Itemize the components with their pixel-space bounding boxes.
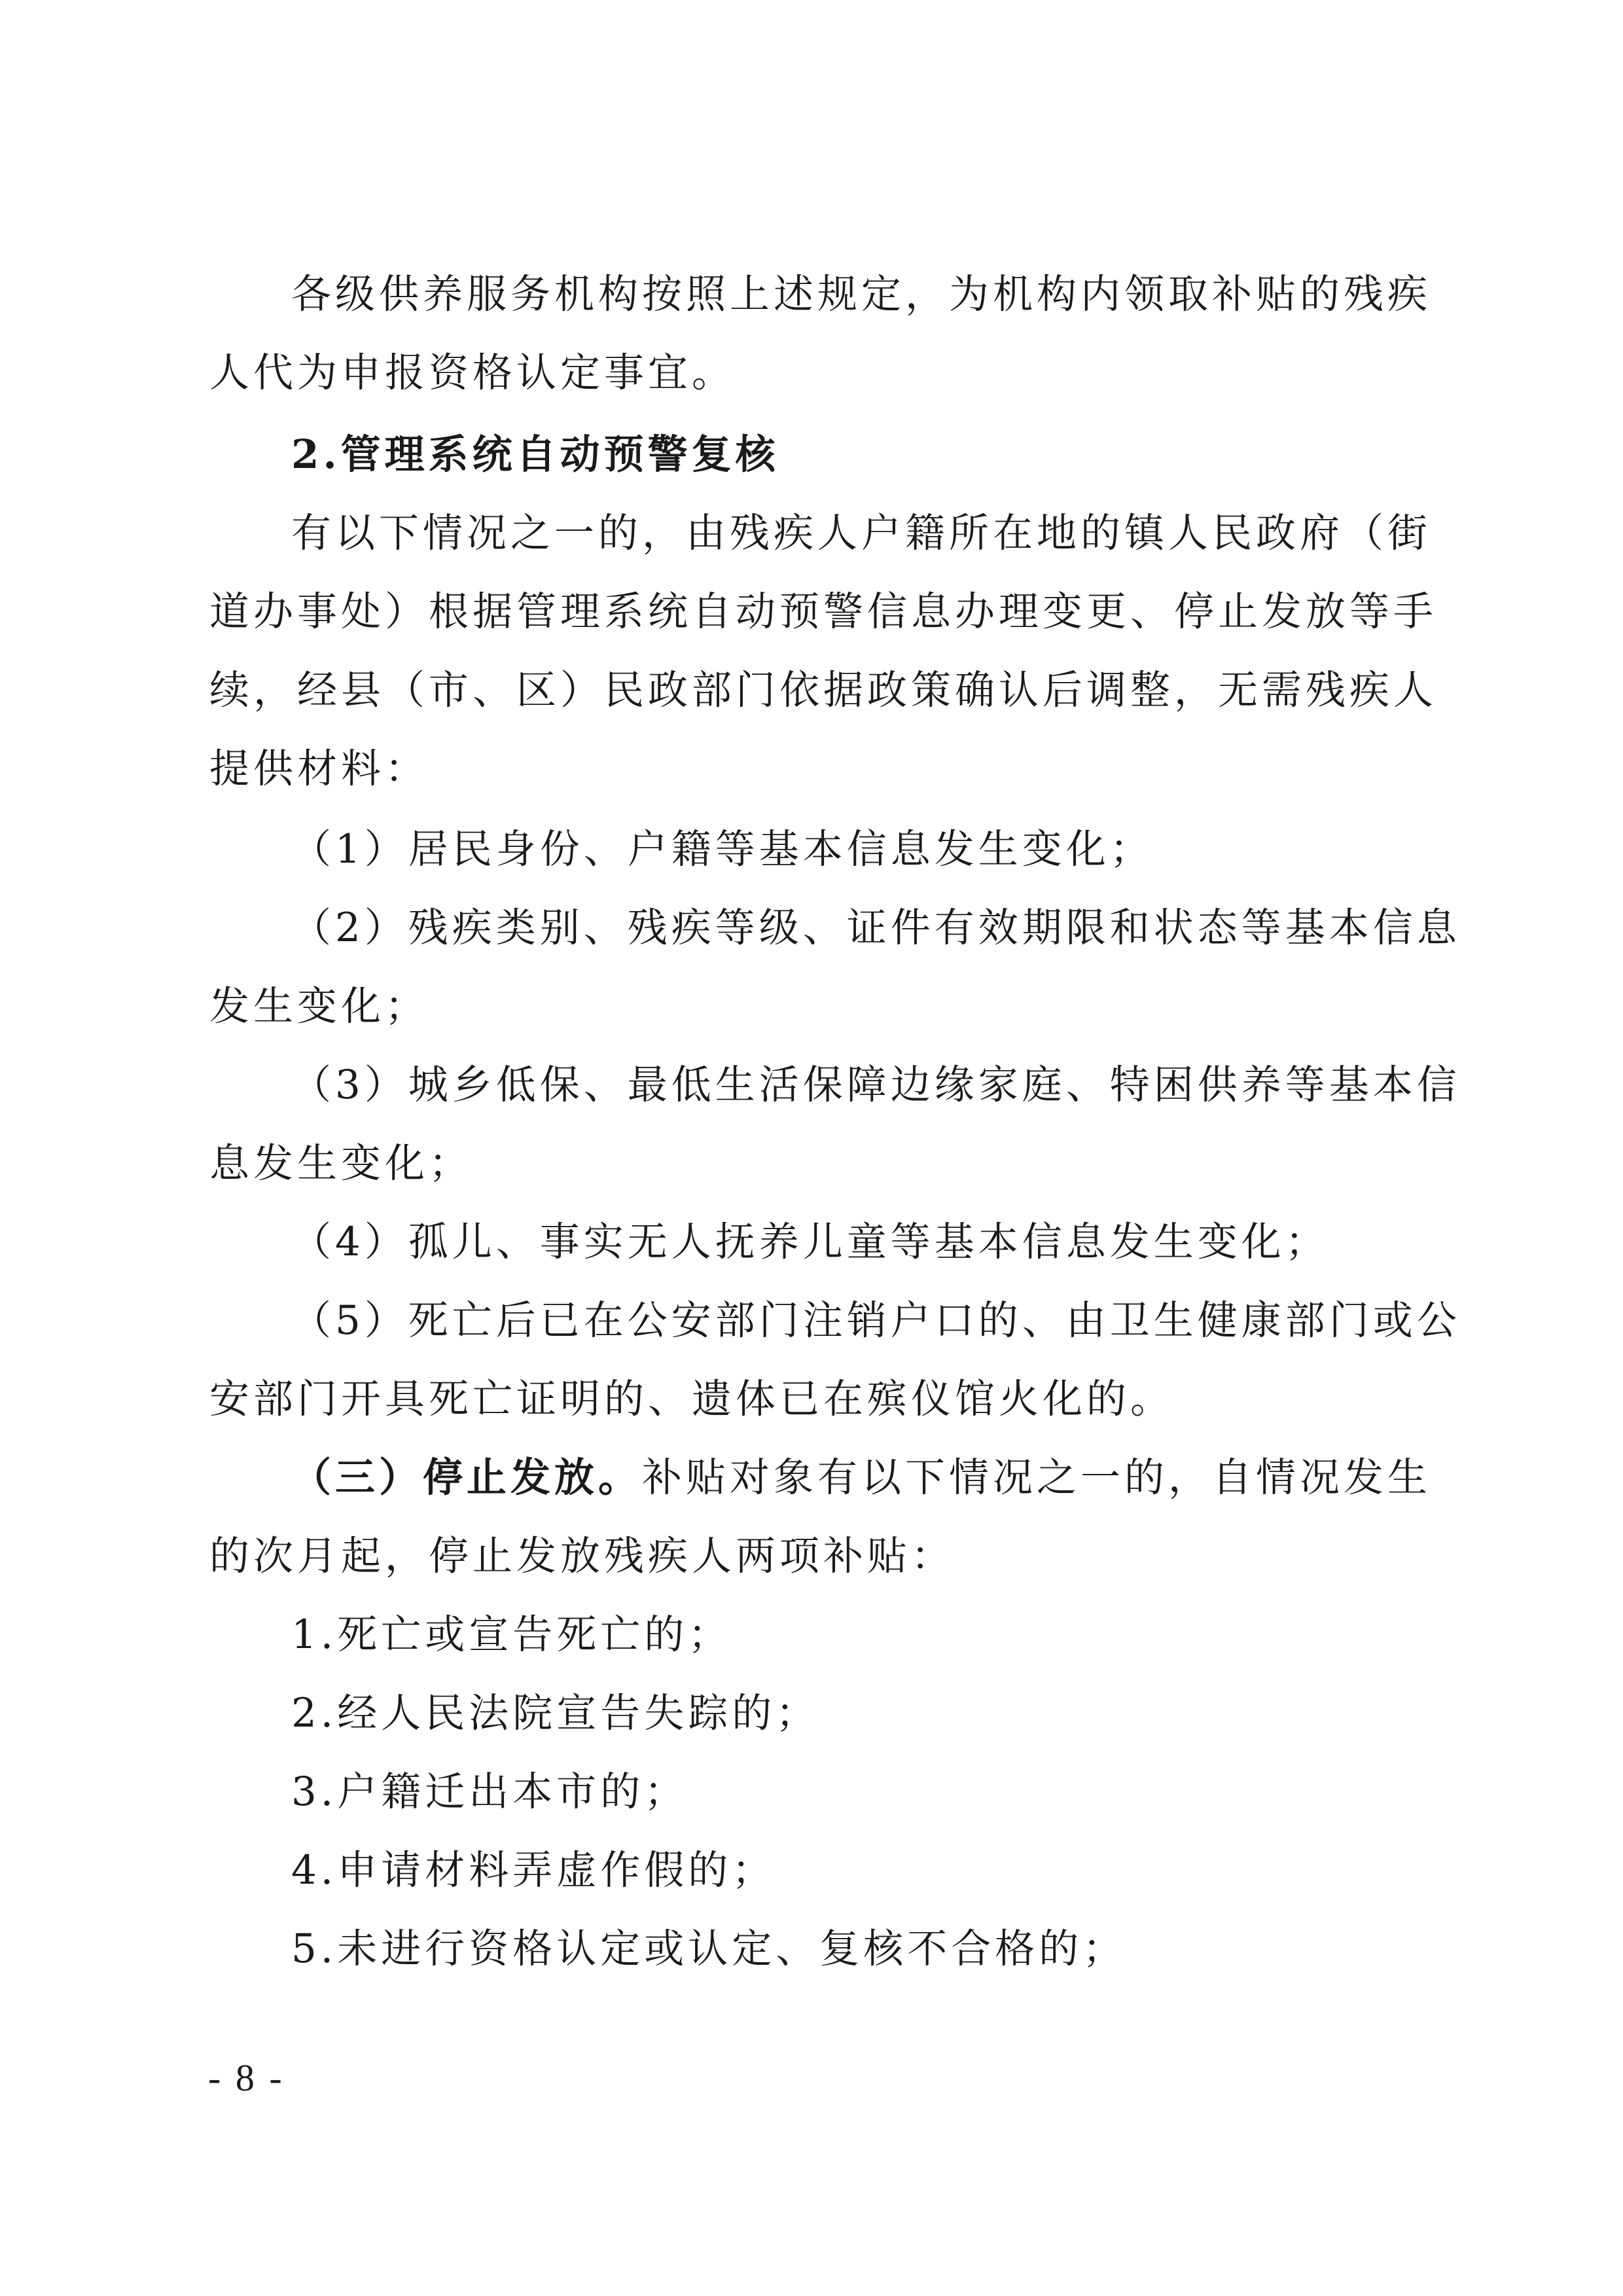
paragraph-line: 人代为申报资格认定事宜。 xyxy=(209,350,736,396)
paragraph-line: 发生变化； xyxy=(209,983,429,1030)
list-item: 3.户籍迁出本市的； xyxy=(291,1768,688,1815)
paragraph-line xyxy=(291,1452,1432,1504)
list-item: （2）残疾类别、残疾等级、证件有效期限和状态等基本信息 xyxy=(291,905,1461,951)
paragraph-line: 息发生变化； xyxy=(209,1140,473,1187)
list-item: （4）孤儿、事实无人抚养儿童等基本信息发生变化； xyxy=(291,1219,1329,1265)
list-item: 4.申请材料弄虚作假的； xyxy=(291,1847,776,1893)
subsection-heading: 2.管理系统自动预警复核 xyxy=(291,431,779,478)
paragraph-line: 各级供养服务机构按照上述规定，为机构内领取补贴的残疾 xyxy=(291,271,1432,317)
paragraph-line: 有以下情况之一的，由残疾人户籍所在地的镇人民政府（街 xyxy=(291,510,1432,556)
list-item: 1.死亡或宣告死亡的； xyxy=(291,1611,732,1658)
list-item: （5）死亡后已在公安部门注销户口的、由卫生健康部门或公 xyxy=(291,1297,1461,1344)
section-heading: （三）停止发放。 xyxy=(291,1454,643,1501)
paragraph-line: 的次月起，停止发放残疾人两项补贴： xyxy=(209,1533,955,1579)
section-text: 补贴对象有以下情况之一的，自情况发生 xyxy=(642,1454,1432,1501)
list-item: （3）城乡低保、最低生活保障边缘家庭、特困供养等基本信 xyxy=(291,1062,1461,1108)
paragraph-line: 安部门开具死亡证明的、遗体已在殡仪馆火化的。 xyxy=(209,1376,1175,1422)
list-item: 5.未进行资格认定或认定、复核不合格的； xyxy=(291,1926,1127,1972)
page-number: - 8 - xyxy=(208,2056,285,2099)
paragraph-line: 道办事处）根据管理系统自动预警信息办理变更、停止发放等手 xyxy=(209,588,1438,635)
paragraph-line: 续，经县（市、区）民政部门依据政策确认后调整，无需残疾人 xyxy=(209,667,1438,713)
list-item: （1）居民身份、户籍等基本信息发生变化； xyxy=(291,826,1154,872)
paragraph-line: 提供材料： xyxy=(209,745,429,792)
list-item: 2.经人民法院宣告失踪的； xyxy=(291,1690,820,1736)
